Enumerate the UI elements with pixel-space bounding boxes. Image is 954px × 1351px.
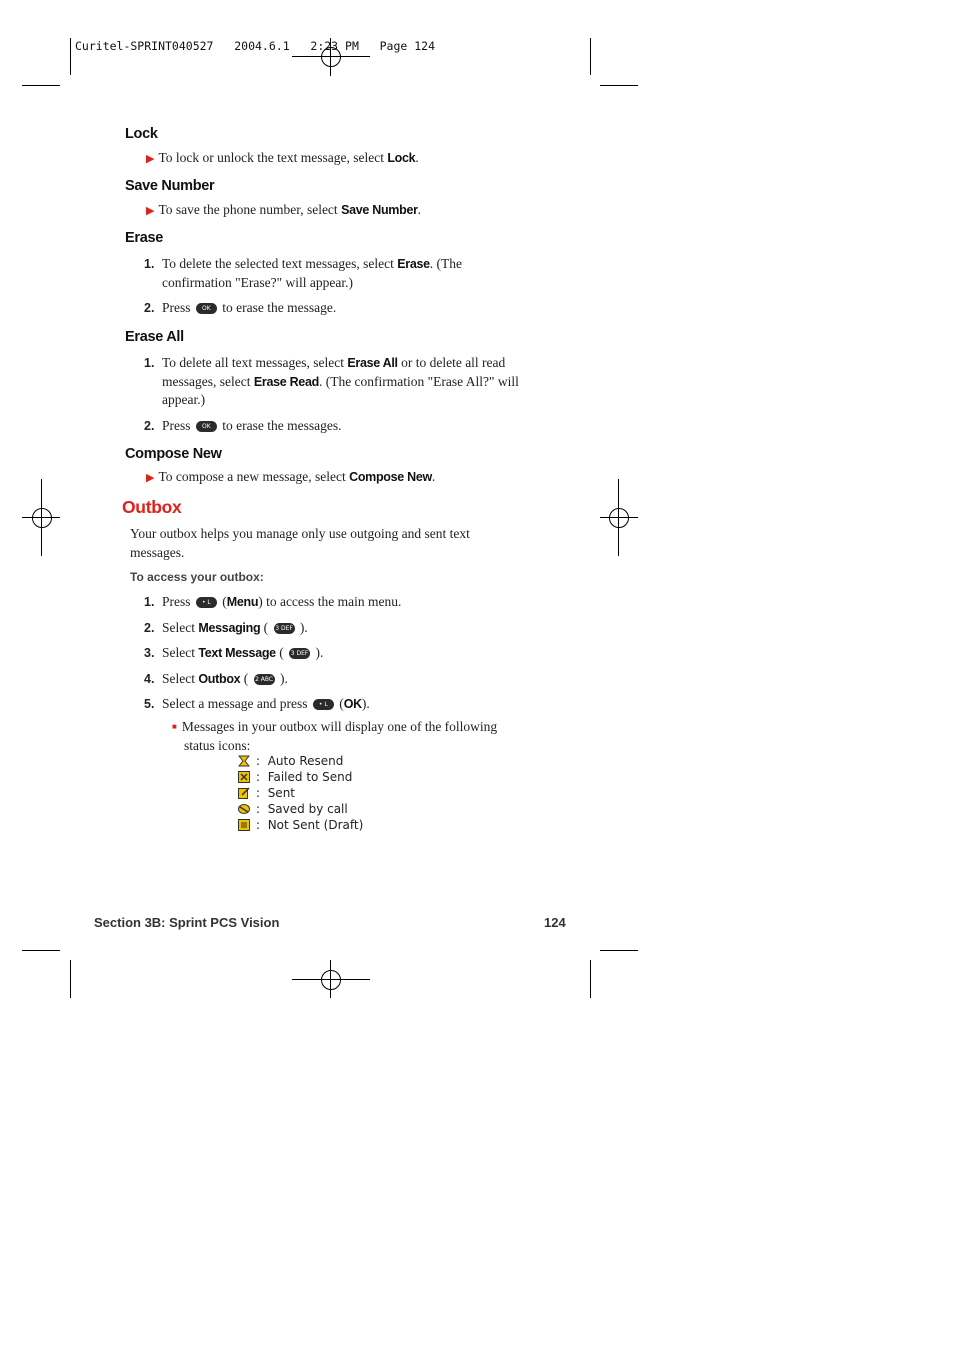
status-icon-row: : Saved by call bbox=[238, 802, 348, 816]
heading-erase: Erase bbox=[125, 230, 164, 246]
step-number: 2. bbox=[144, 419, 155, 433]
status-note: ■ Messages in your outbox will display one of the following status icons: bbox=[172, 719, 498, 753]
status-icon-row: : Auto Resend bbox=[238, 754, 343, 768]
arrow-bullet-icon: ▶ bbox=[146, 153, 155, 165]
outbox-step-5: Select a message and press • L soft (OK). bbox=[162, 696, 370, 720]
arrow-bullet-icon: ▶ bbox=[146, 472, 155, 484]
draft-icon bbox=[238, 819, 250, 831]
erase-all-step-1: To delete all text messages, select Erase All or to delete all read messages, select Erase Read. (The confirmation "Erase All?" will appear.) bbox=[162, 355, 519, 407]
crop-mark bbox=[590, 960, 591, 998]
key-3-icon: 3 DEF bbox=[290, 650, 309, 658]
compose-new-instruction: ▶ To compose a new message, select Compose New. bbox=[146, 469, 436, 484]
left-softkey-icon: • L soft bbox=[196, 597, 217, 608]
hourglass-icon bbox=[238, 755, 250, 767]
square-bullet-icon: ■ bbox=[172, 722, 177, 731]
step-number: 2. bbox=[144, 301, 155, 315]
crop-mark bbox=[22, 85, 60, 86]
crop-mark bbox=[600, 85, 638, 86]
arrow-bullet-icon: ▶ bbox=[146, 205, 155, 217]
footer-section: Section 3B: Sprint PCS Vision bbox=[94, 915, 280, 930]
erase-all-step-2: Press OK to erase the messages. bbox=[162, 418, 342, 433]
status-icon-row: : Failed to Send bbox=[238, 770, 352, 784]
step-number: 3. bbox=[144, 646, 155, 660]
outbox-step-4: Select Outbox ( 2 ABC ). bbox=[162, 671, 288, 686]
erase-step-2: Press OK to erase the message. bbox=[162, 300, 337, 315]
step-number: 1. bbox=[144, 356, 155, 370]
sent-icon bbox=[238, 787, 250, 799]
heading-save-number: Save Number bbox=[125, 178, 215, 194]
page-number: 124 bbox=[544, 915, 566, 930]
heading-erase-all: Erase All bbox=[125, 329, 184, 345]
key-3-icon: 3 DEF bbox=[275, 625, 293, 633]
registration-circle bbox=[321, 970, 341, 990]
crop-mark bbox=[22, 950, 60, 951]
registration-circle bbox=[609, 508, 629, 528]
step-number: 5. bbox=[144, 697, 155, 711]
step-number: 2. bbox=[144, 621, 155, 635]
outbox-intro: Your outbox helps you manage only use outgoing and sent text messages. bbox=[130, 526, 470, 560]
save-number-instruction: ▶ To save the phone number, select Save Number. bbox=[146, 202, 422, 217]
heading-compose-new: Compose New bbox=[125, 446, 222, 462]
left-softkey-icon: • L soft bbox=[313, 699, 334, 710]
ok-key-icon: OK bbox=[196, 303, 217, 314]
outbox-step-1: Press • L soft (Menu) to access the main menu. bbox=[162, 594, 402, 618]
lock-instruction: ▶ To lock or unlock the text message, select Lock. bbox=[146, 150, 419, 165]
saved-by-call-icon bbox=[238, 803, 250, 815]
registration-circle bbox=[32, 508, 52, 528]
erase-step-1: To delete the selected text messages, select Erase. (The confirmation "Erase?" will appear.) bbox=[162, 256, 463, 290]
step-number: 1. bbox=[144, 257, 155, 271]
print-header: Curitel-SPRINT040527 2004.6.1 2:23 PM Page 124 bbox=[75, 39, 436, 53]
step-number: 1. bbox=[144, 595, 155, 609]
heading-lock: Lock bbox=[125, 126, 158, 142]
access-label: To access your outbox: bbox=[130, 570, 264, 584]
crop-mark bbox=[590, 38, 591, 75]
crop-mark bbox=[70, 38, 71, 75]
status-icon-row: : Sent bbox=[238, 786, 295, 800]
failed-send-icon bbox=[238, 771, 250, 783]
outbox-step-2: Select Messaging ( 3 DEF ). bbox=[162, 620, 308, 635]
step-number: 4. bbox=[144, 672, 155, 686]
ok-key-icon: OK bbox=[196, 421, 217, 432]
status-icon-row: : Not Sent (Draft) bbox=[238, 818, 363, 832]
crop-mark bbox=[70, 960, 71, 998]
crop-mark bbox=[600, 950, 638, 951]
outbox-title: Outbox bbox=[122, 497, 182, 517]
outbox-step-3: Select Text Message ( 3 DEF ). bbox=[162, 645, 324, 660]
key-2-icon: 2 ABC bbox=[255, 676, 274, 684]
